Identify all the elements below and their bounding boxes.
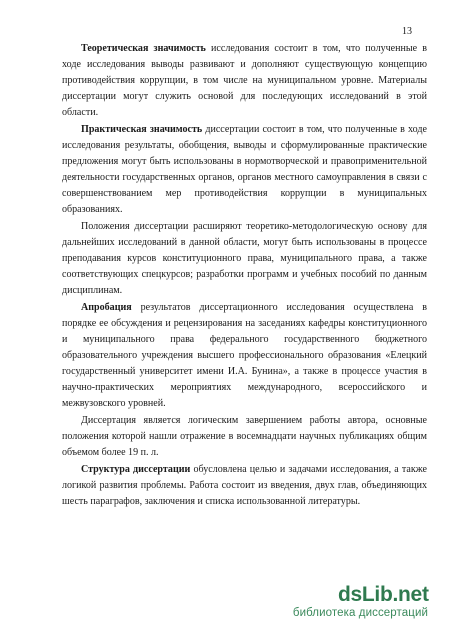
paragraph-approbation (62, 300, 427, 412)
watermark-logo: dsLib.net (338, 583, 429, 606)
paragraph-lead: Апробация (81, 302, 132, 313)
paragraph-lead: Практическая значимость (81, 124, 203, 135)
document-body (62, 41, 427, 511)
page-number: 13 (402, 26, 412, 37)
paragraph-text: Диссертация является логическим завершением работы автора, основные положения которой нашли отражение в восемнадцати научных публикациях общим объемом более 19 п. л. (62, 415, 427, 458)
dslib-watermark (292, 583, 430, 623)
paragraph-lead: Структура диссертации (81, 464, 191, 475)
paragraph-publications (62, 413, 427, 461)
paragraph-text: исследования состоит в том, что полученные в ходе исследования выводы развивают и дополняют существующую концепцию противодействия коррупции, в том числе на муниципальном уровне. Материалы диссертации могут служить основой для последующих исследований в этой области. (62, 43, 427, 118)
watermark-subtitle: библиотека диссертаций (292, 607, 428, 619)
paragraph-practical-significance (62, 122, 427, 218)
paragraph-lead: Теоретическая значимость (81, 43, 206, 54)
paragraph-text: результатов диссертационного исследования осуществлена в порядке ее обсуждения и рецензирования на заседаниях кафедры конституционного и муниципального права федерального государственного бюджетного образовательного учреждения высшего профессионального образования «Елецкий государственный университет имени И.А. Бунина», а также в процессе участия в научно-практических мероприятиях международного, всероссийского и межвузовского уровней. (62, 302, 427, 409)
paragraph-structure (62, 462, 427, 510)
paragraph-text: обусловлена целью и задачами исследования, а также логикой развития проблемы. Работа состоит из введения, двух глав, объединяющих шесть параграфов, заключения и списка использованной литературы. (62, 464, 427, 507)
paragraph-text: Положения диссертации расширяют теоретико-методологическую основу для дальнейших исследований в данной области, могут быть использованы в процессе преподавания курсов конституционного права, муниципального права, а также соответствующих спецкурсов; разработки программ и учебных пособий по данным дисциплинам. (62, 221, 427, 296)
paragraph-text: диссертации состоит в том, что полученные в ходе исследования результаты, обобщения, выводы и сформулированные практические предложения могут быть использованы в нормотворческой и правоприменительной деятельности государственных органов, органов местного самоуправления в связи с совершенствованием мер противодействия коррупции в муниципальных образованиях. (62, 124, 427, 215)
paragraph-provisions (62, 219, 427, 299)
paragraph-theoretical-significance (62, 41, 427, 121)
